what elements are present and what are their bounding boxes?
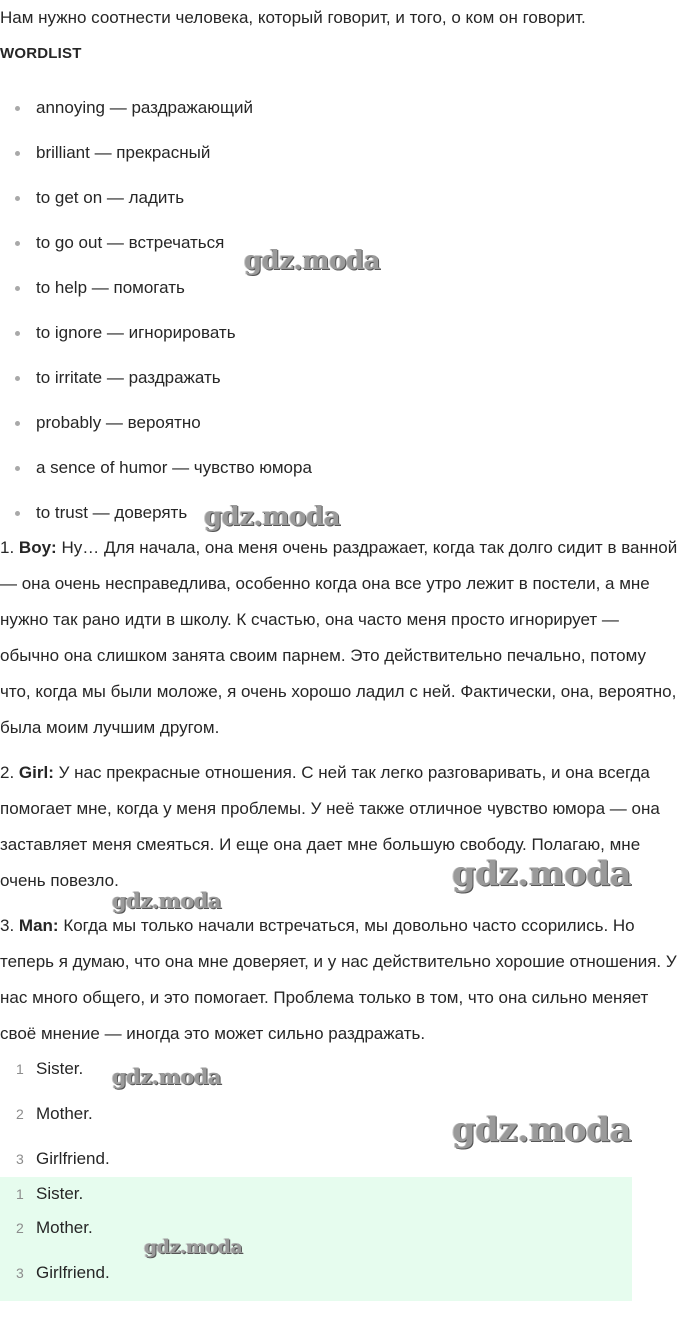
speaker-label: Boy: — [18, 538, 57, 557]
wordlist-item — [0, 319, 600, 364]
correct-answer — [0, 1211, 632, 1256]
wordlist-heading: WORDLIST — [0, 45, 82, 62]
wordlist-item-text: brilliant — прекрасный — [36, 143, 211, 162]
answer-number: 3 — [16, 1265, 24, 1281]
watermark: gdz.moda — [452, 854, 632, 894]
answer-number: 2 — [16, 1220, 24, 1236]
wordlist-item — [0, 409, 600, 454]
bullet-icon — [15, 106, 20, 111]
paragraph-boy — [0, 530, 678, 746]
watermark: gdz.moda — [452, 1110, 632, 1150]
correct-answers-block — [0, 1177, 632, 1301]
watermark: gdz.moda — [144, 1236, 243, 1258]
correct-answer — [0, 1256, 632, 1301]
bullet-icon — [15, 151, 20, 156]
wordlist-item — [0, 139, 600, 184]
answer-text: Girlfriend. — [36, 1263, 110, 1282]
paragraph-number: 2. — [0, 763, 15, 782]
watermark: gdz.moda — [244, 246, 381, 276]
bullet-icon — [15, 241, 20, 246]
bullet-icon — [15, 286, 20, 291]
paragraph-number: 1. — [0, 538, 15, 557]
answer-text: Sister. — [36, 1059, 84, 1078]
speaker-label: Girl: — [18, 763, 54, 782]
wordlist-item — [0, 274, 600, 319]
wordlist-item-text: probably — вероятно — [36, 413, 201, 432]
paragraph-man — [0, 908, 678, 1052]
wordlist-item-text: a sence of humor — чувство юмора — [36, 458, 312, 477]
bullet-icon — [15, 376, 20, 381]
answer-number: 1 — [16, 1186, 24, 1202]
answer-text: Sister. — [36, 1184, 84, 1203]
paragraph-text: У нас прекрасные отношения. С ней так легко разговаривать, и она всегда помогает мне, когда у меня проблемы. У неё также отличное чувство юмора — она заставляет меня смеяться. И еще она дает мне большую свободу. Полагаю, мне очень повезло. — [0, 763, 660, 890]
wordlist-item — [0, 454, 600, 499]
watermark: gdz.moda — [112, 1064, 222, 1089]
wordlist-item-text: to ignore — игнорировать — [36, 323, 236, 342]
bullet-icon — [15, 421, 20, 426]
intro-text: Нам нужно соотнести человека, который говорит, и того, о ком он говорит. — [0, 8, 586, 27]
wordlist-item — [0, 184, 600, 229]
watermark: gdz.moda — [112, 888, 222, 913]
answer-number: 1 — [16, 1061, 24, 1077]
wordlist-item-text: to help — помогать — [36, 278, 185, 297]
paragraph-text: Ну… Для начала, она меня очень раздражает, когда так долго сидит в ванной — она очень несправедлива, особенно когда она все утро лежит в постели, а мне нужно так рано идти в школу. К счастью, она часто меня просто игнорирует — обычно она слишком занята своим парнем. Это действительно печально, потому что, когда мы были моложе, я очень хорошо ладил с ней. Фактически, она, вероятно, была моим лучшим другом. — [0, 538, 678, 737]
wordlist-item-text: to go out — встречаться — [36, 233, 225, 252]
wordlist-item-text: annoying — раздражающий — [36, 98, 253, 117]
wordlist-item-text: to get on — ладить — [36, 188, 185, 207]
answer-text: Mother. — [36, 1218, 93, 1237]
speaker-label: Man: — [18, 916, 59, 935]
wordlist-item-text: to irritate — раздражать — [36, 368, 221, 387]
watermark: gdz.moda — [204, 502, 341, 532]
paragraph-text: Когда мы только начали встречаться, мы довольно часто ссорились. Но теперь я думаю, что она мне доверяет, и у нас действительно хорошие отношения. У нас много общего, и это помогает. Проблема только в том, что она сильно меняет своё мнение — иногда это может сильно раздражать. — [0, 916, 677, 1043]
bullet-icon — [15, 331, 20, 336]
bullet-icon — [15, 511, 20, 516]
answer-text: Mother. — [36, 1104, 93, 1123]
wordlist-item-text: to trust — доверять — [36, 503, 188, 522]
answer-number: 3 — [16, 1151, 24, 1167]
paragraph-number: 3. — [0, 916, 15, 935]
wordlist-item — [0, 94, 600, 139]
correct-answer — [0, 1177, 632, 1211]
answer-number: 2 — [16, 1106, 24, 1122]
answer-text: Girlfriend. — [36, 1149, 110, 1168]
bullet-icon — [15, 466, 20, 471]
answer-option[interactable] — [0, 1052, 632, 1097]
bullet-icon — [15, 196, 20, 201]
wordlist-item — [0, 364, 600, 409]
wordlist — [0, 94, 600, 544]
